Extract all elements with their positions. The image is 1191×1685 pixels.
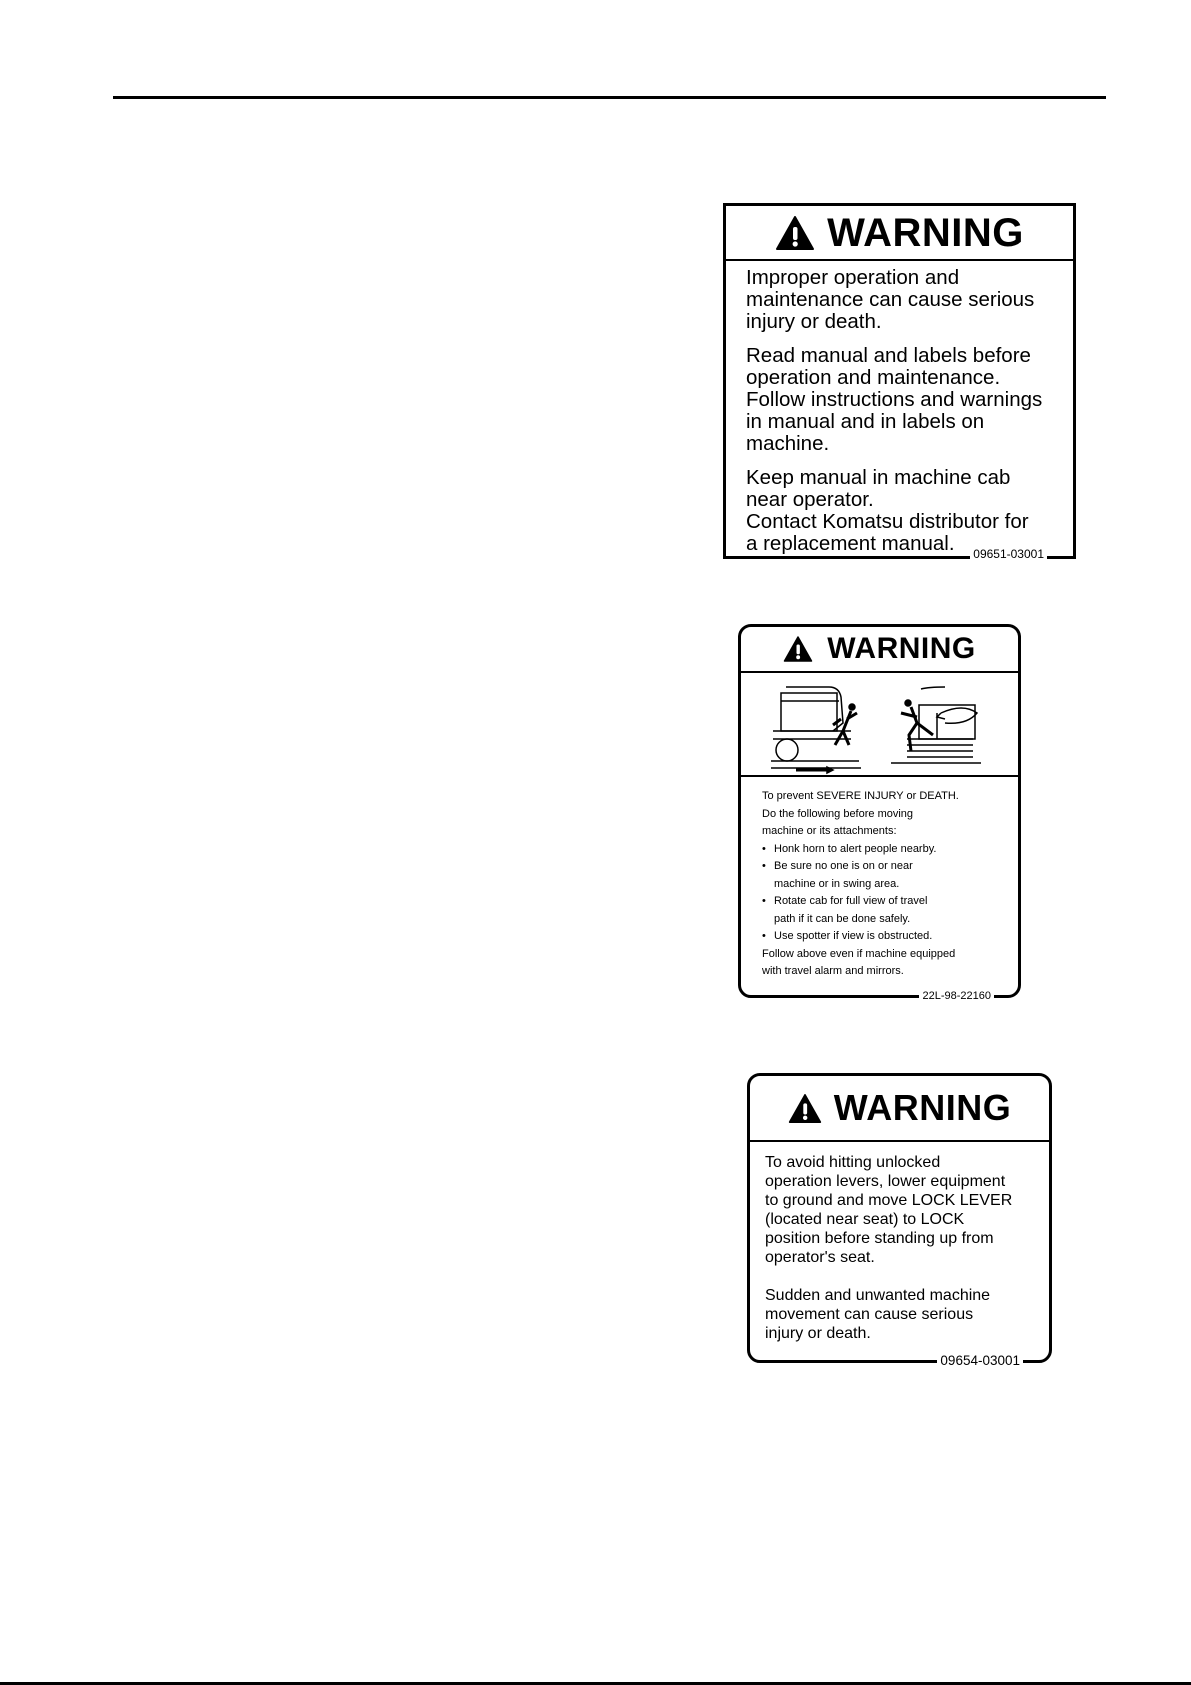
- warning-title: WARNING: [827, 632, 976, 665]
- warning-paragraph: Keep manual in machine cab near operator. Contact Komatsu distributor for a replacement manual.: [746, 466, 1029, 555]
- precaution-item: • Use spotter if view is obstructed.: [762, 928, 1010, 946]
- warning-header: [750, 1076, 1049, 1142]
- warning-label-manual: [723, 203, 1076, 559]
- warning-header: [741, 627, 1018, 673]
- label-part-number: 09651-03001: [970, 548, 1047, 560]
- precaution-item: • Be sure no one is on or near machine or in swing area.: [762, 858, 1010, 893]
- warning-label-lock-lever: [747, 1073, 1052, 1368]
- warning-label-moving-machine: [738, 624, 1021, 1002]
- warning-paragraph: Sudden and unwanted machine movement can cause serious injury or death.: [765, 1287, 991, 1342]
- warning-paragraph: To avoid hitting unlocked operation levers, lower equipment to ground and move LOCK LEVER (located near seat) to LOCK position before standing up from operator's seat.: [765, 1154, 1013, 1266]
- warning-body: [741, 777, 1018, 981]
- warning-triangle-icon: [788, 1093, 822, 1124]
- warning-title: WARNING: [833, 1087, 1012, 1128]
- warning-header: [726, 206, 1073, 261]
- hazard-pictogram: [741, 673, 1018, 777]
- warning-body: [750, 1142, 1049, 1343]
- warning-intro: To prevent SEVERE INJURY or DEATH. Do the following before moving machine or its attachments:: [762, 790, 959, 837]
- warning-paragraph: Read manual and labels before operation and maintenance. Follow instructions and warnings in manual and in labels on machine.: [746, 344, 1043, 455]
- warning-paragraph: Improper operation and maintenance can cause serious injury or death.: [746, 266, 1035, 333]
- warning-triangle-icon: [783, 635, 813, 663]
- crush-hazard-illustration: [741, 673, 1018, 775]
- label-part-number: 09654-03001: [937, 1354, 1023, 1368]
- precaution-list: [762, 841, 1010, 946]
- warning-outro: Follow above even if machine equipped with travel alarm and mirrors.: [762, 947, 956, 977]
- precaution-item: • Honk horn to alert people nearby.: [762, 841, 1010, 859]
- header-rule: [113, 96, 1106, 99]
- warning-title: WARNING: [827, 210, 1024, 255]
- warning-body: [726, 261, 1073, 555]
- warning-triangle-icon: [775, 215, 815, 251]
- label-part-number: 22L-98-22160: [919, 991, 994, 1002]
- precaution-item: • Rotate cab for full view of travel path if it can be done safely.: [762, 893, 1010, 928]
